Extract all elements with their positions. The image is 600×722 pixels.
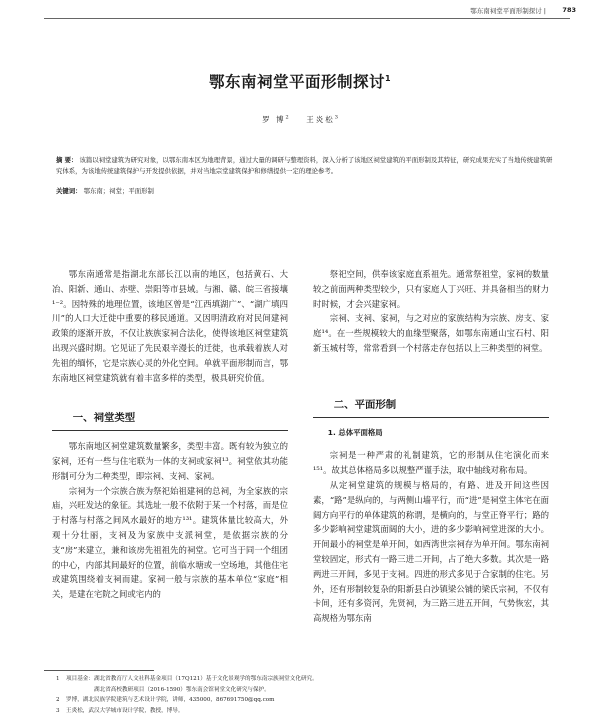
footnote-text: 项目基金：湖北省教育厅人文社科基金项目（17Q121）基于文化景观学的鄂东南宗族祠堂文化研究。 [66,676,318,682]
author-footnote-mark: 3 [334,114,338,121]
page-number: 783 [562,6,576,14]
abstract-text: 该篇以祠堂建筑为研究对象，以鄂东南本区为地理背景，通过大量的调研与整理资料，深入分析了该地区祠堂建筑的平面形制及其特征，研究成果充实了当地传统建筑研究体系，为该地传统建筑保护与开发提供依据，并对当地宗堂建筑保护和修缮提供一定的理论参考。 [56,156,553,175]
body-paragraph: 鄂东南地区祠堂建筑数量繁多，类型丰富。既有较为独立的家祠，还有一些与住宅联为一体的支祠或家祠¹³。祠堂依其功能形制可分为二种类型，即宗祠、支祠、家祠。 [52,441,288,481]
author-list [0,114,600,125]
footnote-continuation [56,685,556,696]
footnote [56,695,556,706]
author-name: 罗 博 [262,115,286,124]
author-footnote-mark: 2 [285,114,289,121]
footnote-text: 罗博，湖北民族学院建筑与艺术设计学院，讲师，435000，867691750@qq.com [66,697,275,703]
footnote-text: 王炎松，武汉大学城市设计学院，教授，博导。 [66,707,184,714]
footnote-text: 湖北省高校教研项目（2016-1590）鄂东南会馆祠堂文化研究与保护。 [94,686,270,693]
footnotes [56,674,556,716]
keywords-text: 鄂东南；祠堂；平面形制 [83,187,154,195]
header-rule [44,18,570,19]
section-heading: 二、平面形制 [333,398,397,411]
author-name: 王炎松 [306,115,335,124]
abstract-label: 摘 要： [56,156,78,164]
footnote-number: 1 [56,676,60,682]
title-text: 鄂东南祠堂平面形制探讨 [208,73,385,91]
left-column [52,267,288,602]
body-paragraph: 宗祠为一个宗族合族为祭祀始祖建祠的总祠，为全家族的宗庙，兴旺发达的象征。其选址一般不依附于某一个村落，而是位于村落与村落之间风水最好的地方¹³¹。建筑体量比较高大，外观十分壮丽，支祠及为家族中支派祠堂，是依据宗族的分支“房”来建立，兼和该房先祖祖先的祠堂。它可当于同一个组团的中心，内部其间最好的位置，前临水塘或一空场地，其他住宅或建筑围绕着支祠而建。家祠一般与宗族的基本单位“家庭”相关，是建在宅院之间或宅内的 [52,485,288,600]
body-paragraph: 从定祠堂建筑的规模与格局的，有路、进及开间这些因素，“路”是纵向的，与两侧山墙平行，而“进”是祠堂主体宅在面阔方向平行的单体建筑的称谓，是横向的，与堂正脊平行；路的多少影响祠堂建筑面阔的大小，进的多少影响祠堂进深的大小。开间最小的祠堂是单开间，如西湾世宗祠存为单开间。鄂东南祠堂较固定，形式有一路三进二开间，占了绝大多数。其次是一路两进三开间，多见于支祠。四进的形式多见于合家制的住宅。另外，还有形制较复杂的阳新县白沙镇梁公铺的梁氏宗祠，不仅有卡间，还有多资河，先贤祠，为三路三进五开间，气势恢宏，其高规格为鄂东南 [313,479,549,624]
section-rule [313,417,549,418]
footnote [56,674,556,685]
keywords-label: 关键词： [56,187,82,195]
title-footnote-mark: 1 [384,73,392,83]
section-rule [52,430,288,431]
body-paragraph: 宗祠、支祠、家祠，与之对应的家族结构为宗族、房支、家庭¹⁴。在一些规模较大的血缘型聚落，如鄂东南通山宝石村、阳新玉城村等，常常看到一个村落走存包括以上三种类型的祠堂。 [313,313,549,353]
keywords [56,186,558,196]
running-header [0,6,600,16]
article-title [0,70,600,92]
header-journal-title: 鄂东南祠堂平面形制探讨 | [470,7,546,15]
right-column [313,267,549,626]
body-paragraph: 宗祠是一种严肃的礼制建筑，它的形制从住宅演化而来¹⁵¹。故其总体格局多以规整严谨手法，取中轴线对称布局。 [313,450,549,476]
footnote-number: 2 [56,697,60,703]
body-paragraph: 祭祀空间，供奉该家庭直系祖先。通常祭祖堂，家祠的数量较之前面两种类型较少，只有家庭人丁兴旺、并具备相当的财力时时候，才会兴建家祠。 [313,269,549,309]
footnote [56,706,556,717]
section-heading: 一、祠堂类型 [72,412,136,425]
footnote-rule [44,670,154,671]
footnote-number: 3 [56,707,60,714]
subsection-heading: 1. 总体平面格局 [327,427,383,437]
body-paragraph: 鄂东南通常是指湖北东部长江以南的地区，包括黄石、大冶、阳新、通山、赤壁、崇阳等市县域。与湘、赣、皖三省接壤¹⁻²。因特殊的地理位置，该地区曾是“江西填湖广”、“湖广填四川”的人口大迁徙中重要的移民通道。又因明清政府对民间建祠政策的逐渐开放，不仅让族族家祠合法化，使得该地区祠堂建筑出现兴盛时期。它见证了先民艰辛漫长的迁徙，也承载着族人对先祖的缅怀，它是宗族心灵的外化空间。单就平面形制而言，鄂东南地区祠堂建筑就有着丰富多样的类型，极具研究价值。 [52,269,288,383]
abstract [56,155,558,176]
